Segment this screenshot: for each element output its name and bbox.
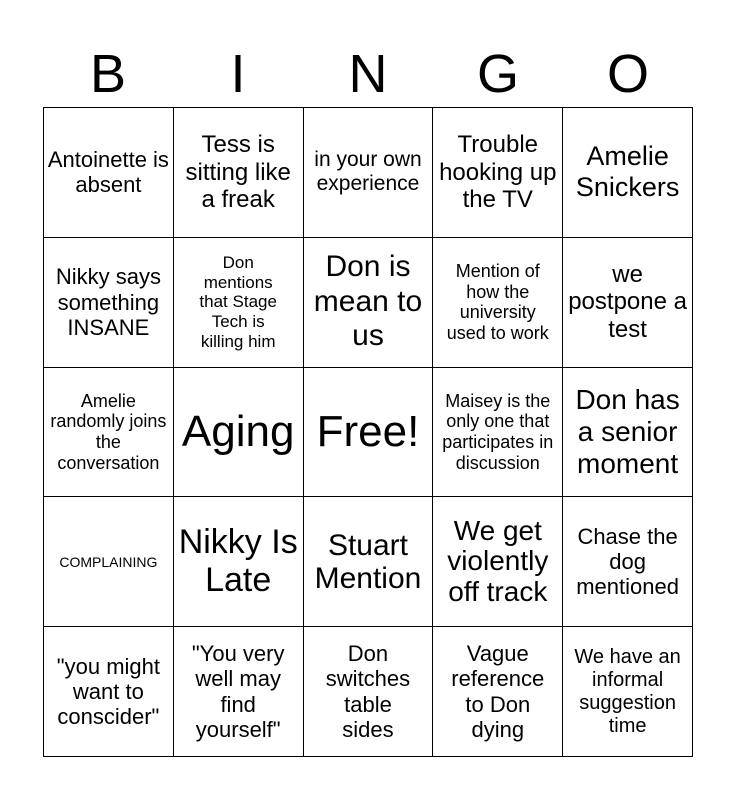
- bingo-cell-r1-c2[interactable]: [174, 108, 304, 238]
- bingo-header: [43, 40, 693, 108]
- bingo-cell-r5-c2[interactable]: [174, 627, 304, 757]
- bingo-cell-r5-c5[interactable]: [563, 627, 693, 757]
- bingo-cell-r1-c5[interactable]: [563, 108, 693, 238]
- bingo-cell-text: we postpone a test: [568, 260, 687, 343]
- header-letter-o: O: [606, 44, 649, 104]
- bingo-cell-r4-c3[interactable]: [304, 497, 434, 627]
- header-letter-g: G: [476, 44, 519, 104]
- bingo-cell-text: "You very well may find yourself": [191, 641, 285, 742]
- bingo-cell-text: COMPLAINING: [59, 553, 158, 570]
- bingo-cell-text: Trouble hooking up the TV: [439, 131, 557, 214]
- bingo-cell-text: Vague reference to Don dying: [451, 641, 545, 742]
- bingo-cell-r2-c2[interactable]: [174, 238, 304, 368]
- bingo-cell-text: Mention of how the university used to work: [446, 260, 549, 343]
- bingo-cell-r1-c4[interactable]: [433, 108, 563, 238]
- bingo-cell-r2-c3[interactable]: [304, 238, 434, 368]
- bingo-cell-r2-c5[interactable]: [563, 238, 693, 368]
- bingo-cell-r3-c5[interactable]: [563, 368, 693, 498]
- bingo-cell-r2-c4[interactable]: [433, 238, 563, 368]
- free-space-cell[interactable]: [304, 368, 434, 498]
- bingo-cell-text: Don is mean to us: [313, 250, 423, 353]
- bingo-cell-text: "you might want to conscider": [56, 653, 160, 730]
- bingo-cell-text: Stuart Mention: [314, 528, 422, 595]
- bingo-cell-r4-c4[interactable]: [433, 497, 563, 627]
- bingo-cell-r3-c2[interactable]: [174, 368, 304, 498]
- bingo-cell-r1-c1[interactable]: [44, 108, 174, 238]
- bingo-cell-r4-c1[interactable]: [44, 497, 174, 627]
- bingo-cell-r3-c1[interactable]: [44, 368, 174, 498]
- bingo-cell-r3-c4[interactable]: [433, 368, 563, 498]
- bingo-board: [43, 107, 693, 757]
- bingo-cell-text: Tess is sitting like a freak: [185, 131, 291, 214]
- bingo-cell-r1-c3[interactable]: [304, 108, 434, 238]
- bingo-cell-r5-c3[interactable]: [304, 627, 434, 757]
- bingo-cell-text: We have an informal suggestion time: [574, 645, 681, 737]
- bingo-cell-text: Chase the dog mentioned: [576, 523, 679, 600]
- bingo-cell-text: Maisey is the only one that participates in discussion: [442, 390, 554, 473]
- bingo-cell-r5-c4[interactable]: [433, 627, 563, 757]
- bingo-cell-text: Don switches table sides: [325, 641, 411, 742]
- bingo-cell-r5-c1[interactable]: [44, 627, 174, 757]
- header-letter-b: B: [89, 44, 127, 104]
- free-space-text: Free!: [316, 406, 420, 456]
- bingo-cell-r4-c5[interactable]: [563, 497, 693, 627]
- header-letter-n: N: [348, 44, 388, 104]
- bingo-cell-text: Aging: [181, 406, 295, 456]
- header-letter-i: I: [230, 44, 246, 104]
- bingo-cell-text: Don has a senior moment: [575, 383, 680, 480]
- bingo-cell-r2-c1[interactable]: [44, 238, 174, 368]
- bingo-cell-text: Nikky Is Late: [178, 523, 298, 599]
- bingo-cell-text: Amelie Snickers: [575, 141, 680, 203]
- bingo-cell-r4-c2[interactable]: [174, 497, 304, 627]
- bingo-cell-text: Nikky says something INSANE: [55, 264, 161, 340]
- bingo-cell-text: Amelie randomly joins the conversation: [50, 390, 167, 473]
- bingo-cell-text: We get violently off track: [447, 514, 549, 608]
- bingo-cell-text: Don mentions that Stage Tech is killing him: [199, 253, 277, 351]
- bingo-cell-text: Antoinette is absent: [47, 147, 169, 198]
- bingo-cell-text: in your own experience: [314, 148, 422, 196]
